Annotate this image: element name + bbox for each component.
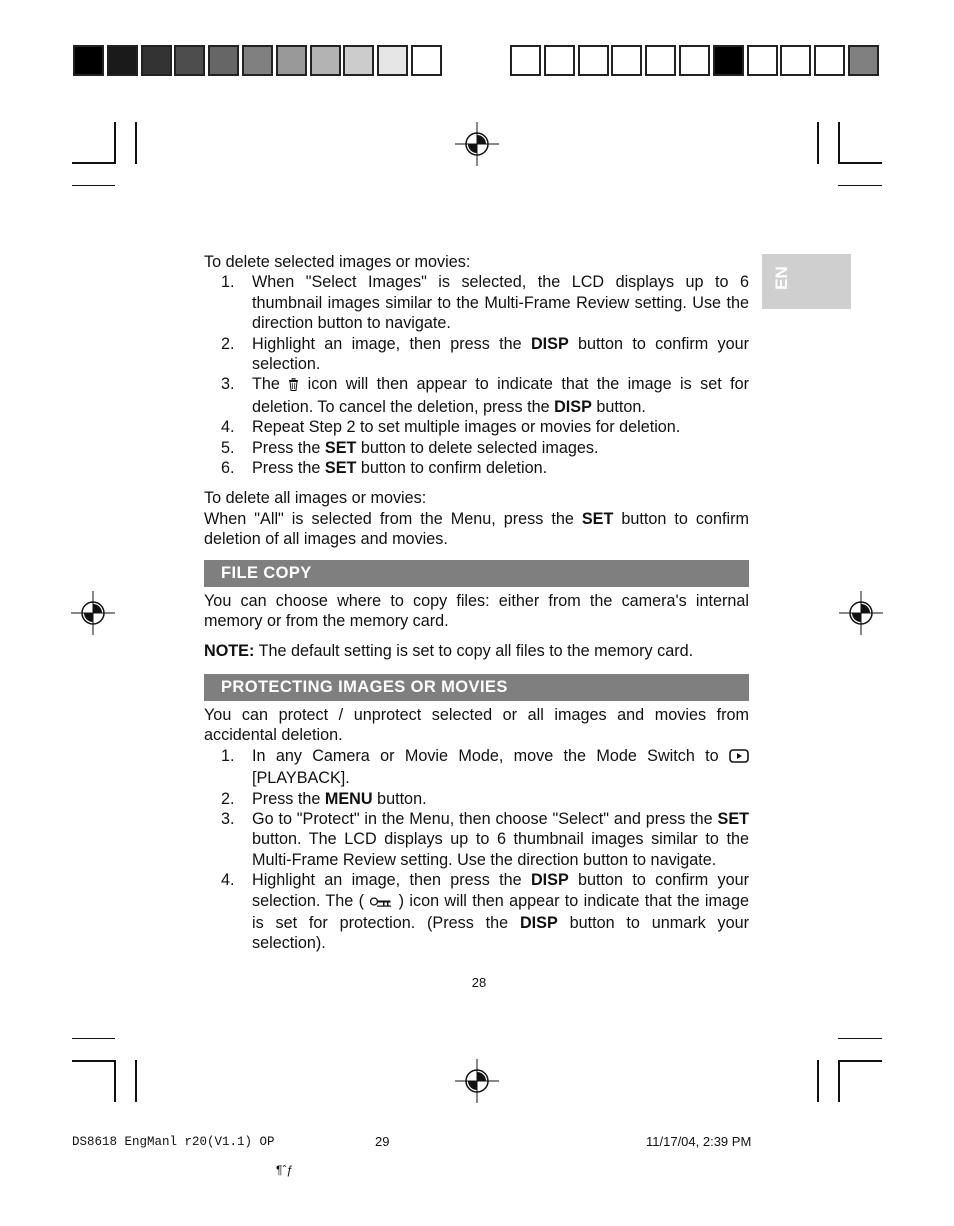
list-item: 3. Go to "Protect" in the Menu, then choose "Select" and press the SET button. The LCD displays up to 6 thumbnail images similar to the Multi-Frame Review setting. Use the direction button to navigate. [221,810,749,869]
button-name: DISP [519,914,558,933]
button-name: DISP [530,871,569,890]
playback-icon [729,748,749,768]
file-copy-section [204,591,749,661]
button-name: DISP [530,334,569,353]
footer-sheet-number: 29 [375,1134,390,1149]
step-number: 3. [221,810,235,829]
delete-selected-intro: To delete selected images or movies: [204,253,471,271]
delete-steps-list [204,272,749,478]
color-swatch [343,45,374,76]
color-swatch [141,45,172,76]
delete-section [204,252,749,550]
language-tab [762,254,851,309]
step-number: 1. [221,746,235,765]
color-swatch [208,45,239,76]
step-number: 4. [221,871,235,890]
step-number: 1. [221,273,235,292]
list-item: 2. Press the MENU button. [221,789,427,808]
color-swatch [242,45,273,76]
file-copy-note [204,641,749,661]
registration-mark-top [455,122,499,166]
step-number: 4. [221,418,235,437]
registration-mark-right [839,591,883,635]
trash-icon [288,376,299,396]
note-label: NOTE: [204,641,255,660]
color-swatch [814,45,845,76]
color-swatch [310,45,341,76]
color-swatch [780,45,811,76]
color-swatch [377,45,408,76]
footer-mark: ¶ˆƒ [276,1163,294,1177]
color-swatch [174,45,205,76]
step-number: 6. [221,459,235,478]
footer-file-name: DS8618 EngManl r20(V1.1) OP [72,1135,275,1149]
step-number: 5. [221,438,235,457]
list-item: 4. Highlight an image, then press the DISP button to confirm your selection. The ( ) icon will then appear to indicate that the image is set for protection. (Press the DISP button to unmark your selection). [221,871,749,953]
color-swatch [578,45,609,76]
file-copy-heading: FILE COPY [204,560,749,587]
color-swatch [276,45,307,76]
list-item: 5. Press the SET button to delete selected images. [221,438,599,457]
footer-timestamp: 11/17/04, 2:39 PM [646,1134,752,1149]
list-item: 2. Highlight an image, then press the DISP button to confirm your selection. [221,334,749,374]
step-number: 2. [221,334,235,353]
color-swatch [411,45,442,76]
delete-all-intro: To delete all images or movies: [204,489,427,508]
step-number: 3. [221,375,235,394]
protect-intro: You can protect / unprotect selected or all images and movies from accidental deletion. [204,706,749,745]
language-tab-label: EN [772,266,791,290]
color-swatch [510,45,541,76]
list-item: 1. When "Select Images" is selected, the LCD displays up to 6 thumbnail images similar to the Multi-Frame Review setting. Use the direction button to navigate. [221,273,749,333]
color-swatch [611,45,642,76]
protect-heading: PROTECTING IMAGES OR MOVIES [204,674,749,701]
color-swatch [747,45,778,76]
button-name: SET [324,438,357,457]
note-text: The default setting is set to copy all files to the memory card. [254,641,694,660]
color-swatch [107,45,138,76]
list-item: 6. Press the SET button to confirm deletion. [221,459,548,478]
list-item: 1. In any Camera or Movie Mode, move the Mode Switch to [PLAYBACK]. [204,746,749,789]
list-item: 3. The icon will then appear to indicate that the image is set for deletion. To cancel the deletion, press the DISP button. [221,375,749,416]
button-name: MENU [324,789,373,808]
button-name: DISP [554,397,592,416]
page-number: 28 [471,975,487,990]
list-item: 4. Repeat Step 2 to set multiple images or movies for deletion. [221,418,681,437]
protect-section [204,705,749,954]
button-name: SET [717,810,749,829]
color-swatch [713,45,744,76]
button-name: SET [581,509,614,528]
protect-key-icon [369,893,393,913]
protect-steps-list [204,746,749,954]
color-swatch [73,45,104,76]
delete-all-text: When "All" is selected from the Menu, press the SET button to confirm deletion of all images and movies. [204,509,749,549]
registration-mark-left [71,591,115,635]
color-swatch [848,45,879,76]
color-swatch [544,45,575,76]
file-copy-body: You can choose where to copy files: either from the camera's internal memory or from the memory card. [204,592,749,631]
color-swatch [679,45,710,76]
button-name: SET [324,459,357,478]
registration-mark-bottom [455,1059,499,1103]
color-swatch [645,45,676,76]
step-number: 2. [221,789,235,808]
